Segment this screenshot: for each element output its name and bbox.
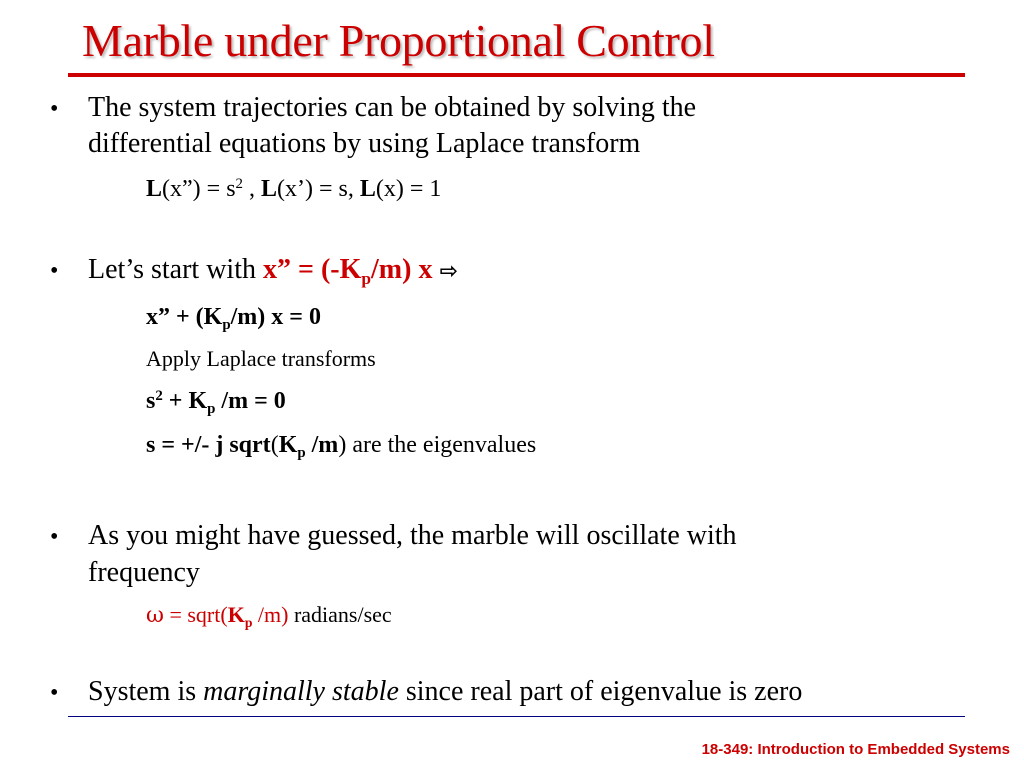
bullet-marker: • (50, 258, 59, 284)
bullet2-line (88, 254, 458, 289)
laplace-symbol: L (359, 176, 376, 202)
eq-part: x” + (K (146, 304, 223, 330)
frequency-formula (146, 602, 289, 630)
footer-course-title: 18-349: Introduction to Embedded Systems (701, 741, 1010, 758)
eq-part: radians/sec (288, 602, 392, 627)
laplace-symbol: L (260, 176, 277, 202)
eq-part: , (242, 176, 261, 202)
bullet4-line (88, 676, 802, 708)
laplace-identities (146, 176, 441, 203)
eq-part: /m (305, 432, 339, 458)
omega-symbol: ω (146, 603, 164, 628)
title-underline (68, 73, 965, 77)
eq-part: /m) x (371, 254, 440, 285)
eq-subscript: p (244, 614, 253, 630)
bullet4-lead: System is (88, 676, 204, 707)
bullet2-equation (262, 254, 440, 289)
eigenvalue-equation (146, 432, 537, 462)
eq-part: ) (338, 432, 347, 458)
laplace-note: Apply Laplace transforms (146, 346, 376, 371)
bullet1-line1: The system trajectories can be obtained by solving the (88, 92, 697, 123)
eq-part: are the eigenvalues (346, 432, 537, 458)
eq-part: /m) (252, 602, 289, 627)
laplace-symbol: L (146, 176, 163, 202)
bullet1-line2: differential equations by using Laplace transform (88, 128, 641, 159)
eq-superscript: 2 (155, 387, 163, 404)
eq-part: (x”) = s (162, 176, 236, 202)
bullet3-line2: frequency (88, 557, 200, 588)
slide-title: Marble under Proportional Control (82, 15, 715, 66)
bullet4-tail: since real part of eigenvalue is zero (398, 676, 803, 707)
eq-part: s = +/- j sqrt (146, 432, 271, 458)
eq-subscript: p (297, 445, 306, 462)
eq-part: /m) x = 0 (230, 304, 321, 330)
eq-subscript: p (207, 401, 216, 418)
eq-part: x” = (-K (262, 254, 362, 285)
footer-divider (68, 716, 965, 717)
eq-subscript: p (361, 269, 372, 289)
eq-part: = sqrt( (163, 602, 228, 627)
eq-part: (x’) = s, (276, 176, 360, 202)
eq-superscript: 2 (235, 175, 243, 192)
s-domain-equation (146, 387, 286, 418)
eq-part: s (146, 388, 156, 414)
frequency-equation (146, 602, 392, 628)
eq-part: /m = 0 (215, 388, 286, 414)
bullet4-emphasis: marginally stable (203, 676, 399, 707)
bullet3-line1: As you might have guessed, the marble will oscillate with (88, 520, 737, 551)
bullet-marker: • (50, 524, 59, 550)
implies-arrow-icon: ⇨ (439, 259, 458, 284)
eq-part: (x) = 1 (375, 176, 442, 202)
bullet2-lead: Let’s start with (88, 254, 263, 285)
eq-part: + K (162, 388, 208, 414)
characteristic-equation (146, 304, 321, 334)
bullet-marker: • (50, 680, 59, 706)
bullet-marker: • (50, 96, 59, 122)
eq-part: ( (270, 432, 279, 458)
eq-subscript: p (222, 317, 231, 334)
eq-part: K (278, 432, 298, 458)
eq-part: K (227, 602, 245, 627)
